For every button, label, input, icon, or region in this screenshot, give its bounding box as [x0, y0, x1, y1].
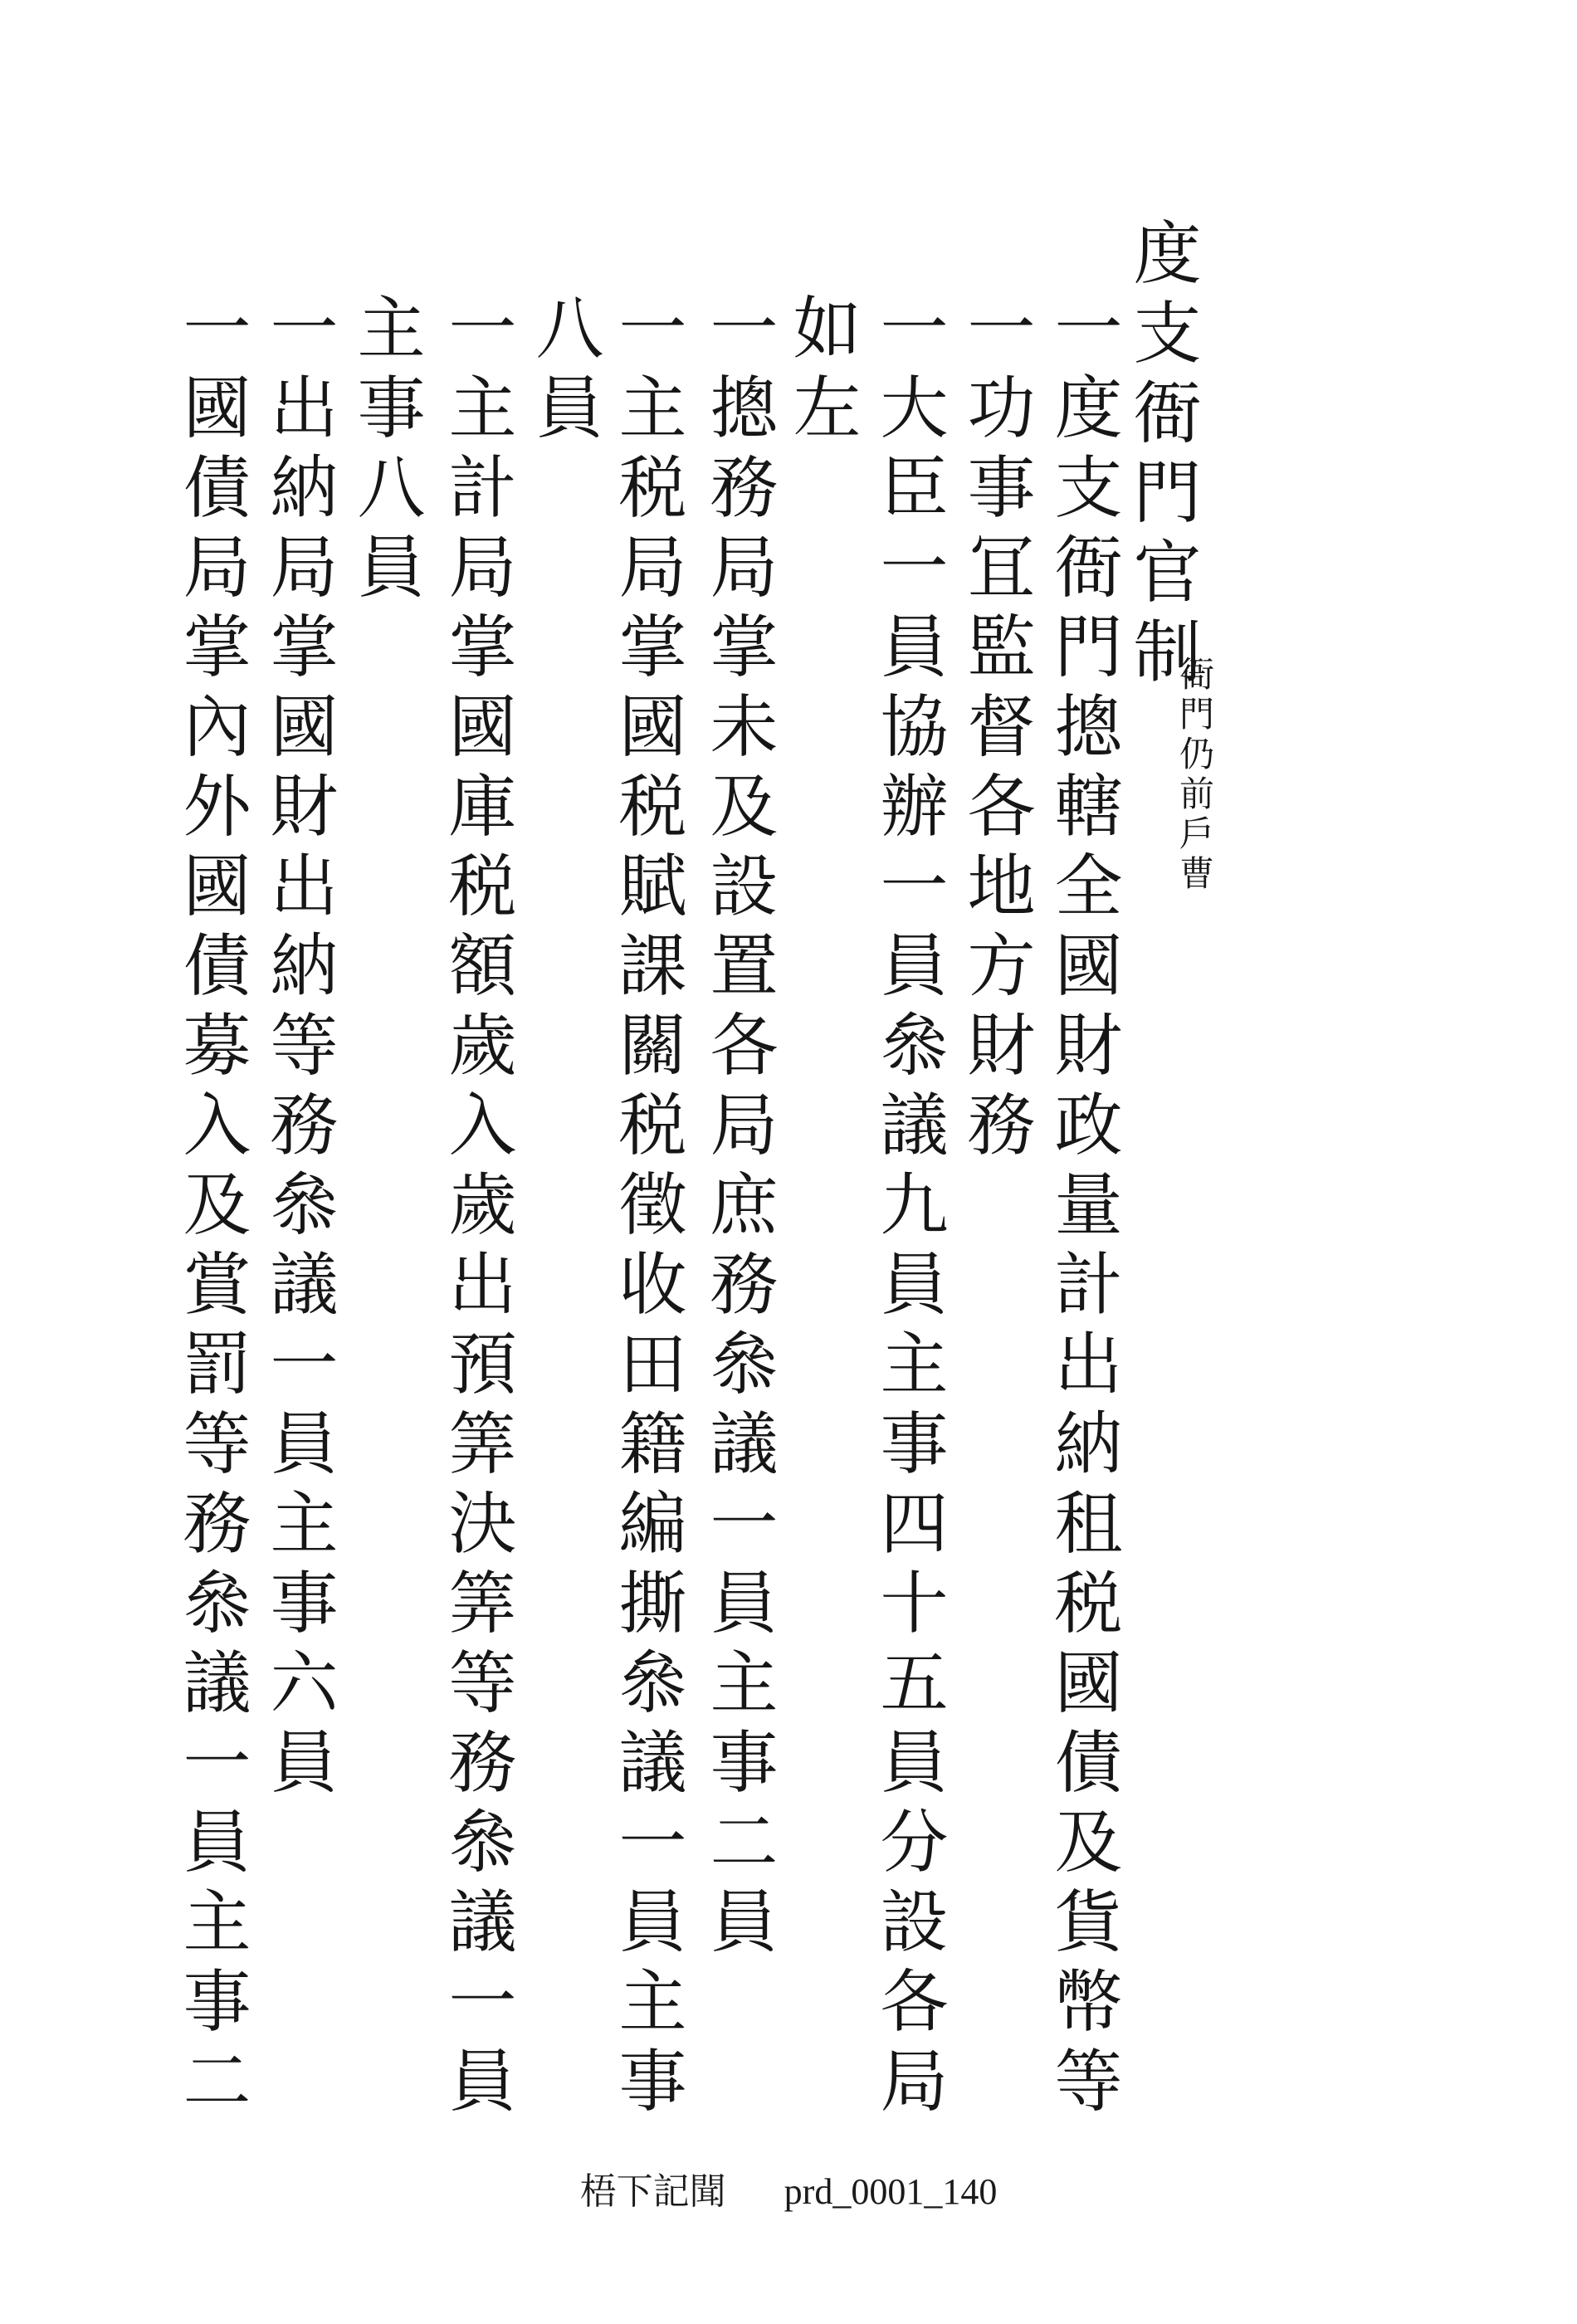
text-column-4: 如左 [782, 292, 861, 452]
text-column-7: 八員 [525, 292, 603, 452]
heading-annotation: 衙門仍前戶曹 [1174, 656, 1215, 895]
footer-page-id: prd_0001_140 [784, 2171, 998, 2212]
footer-title: 梧下記聞 [579, 2171, 726, 2212]
text-column-1: 一度支衙門摠轄全國財政量計出納租税國債及貨幣等 [1043, 292, 1122, 2125]
text-column-9: 主事八員 [346, 292, 425, 611]
text-column-10: 一出納局掌國財出納等務叅議一員主事六員 [259, 292, 338, 1806]
page-footer [0, 2161, 1577, 2214]
text-column-5: 一摠務局掌未及設置各局庶務叅議一員主事二員 [699, 292, 778, 1965]
text-column-2: 一功事冝監督各地方財務 [956, 292, 1035, 1169]
section-heading: 度支衙門官制 [1122, 217, 1201, 696]
text-column-3: 一大臣一員協辦一員叅議九員主事四十五員分設各局 [869, 292, 948, 2125]
text-column-6: 一主税局掌國税賦課關税徵收田籍編撕叅議一員主事 [608, 292, 686, 2125]
text-column-11: 一國債局掌內外國債募入及賞罰等務叅議一員主事二 [172, 292, 251, 2125]
text-column-8: 一主計局掌國庫税額歲入歲出預筭決筭等務叅議一員 [437, 292, 516, 2125]
